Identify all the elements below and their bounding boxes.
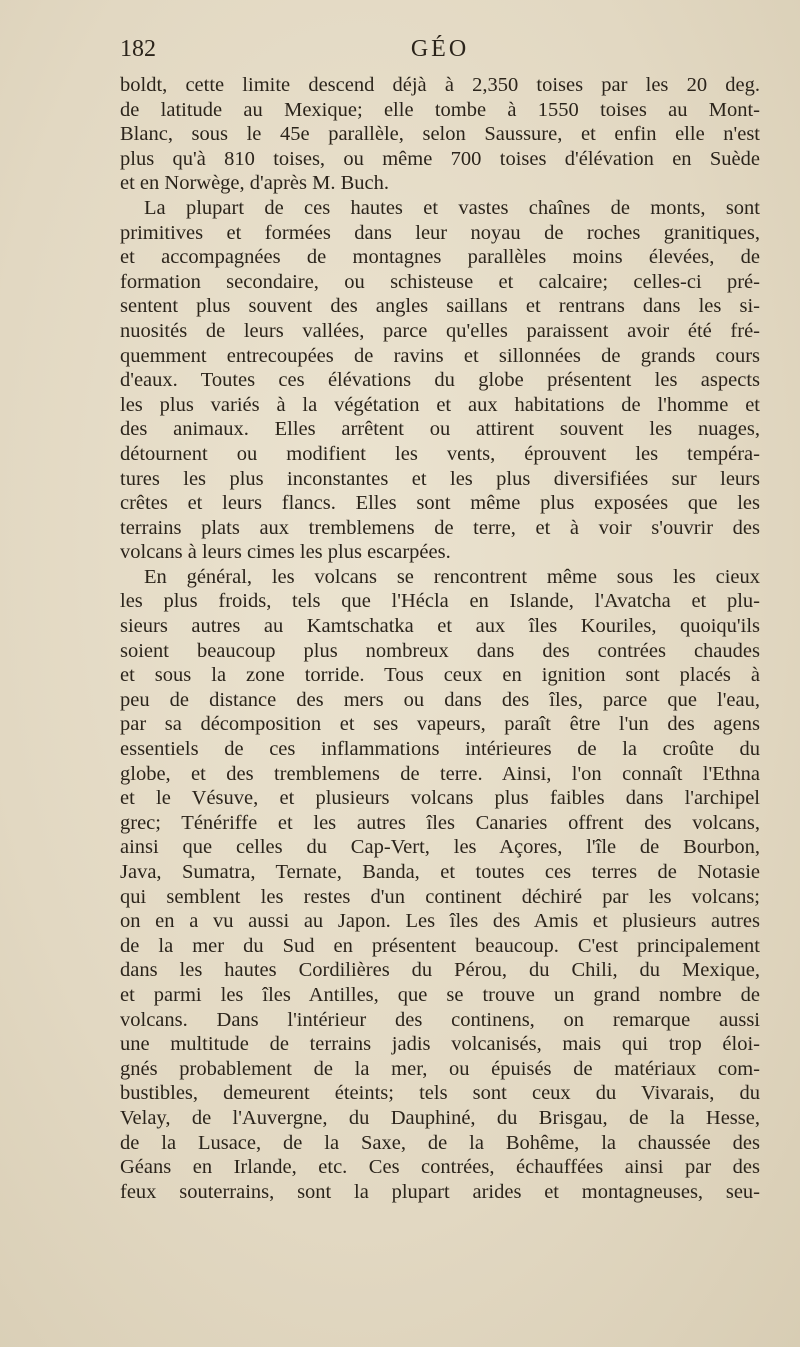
text-line: sentent plus souvent des angles saillans et rentrans dans les si- — [120, 295, 760, 318]
text-line: on en a vu aussi au Japon. Les îles des Amis et plusieurs autres — [120, 910, 760, 933]
text-line: dans les hautes Cordilières du Pérou, du Chili, du Mexique, — [120, 959, 760, 982]
text-line: d'eaux. Toutes ces élévations du globe présentent les aspects — [120, 369, 760, 392]
text-line: primitives et formées dans leur noyau de roches granitiques, — [120, 221, 760, 244]
text-line: une multitude de terrains jadis volcanisés, mais qui trop éloi- — [120, 1033, 760, 1056]
text-line: les plus froids, tels que l'Hécla en Islande, l'Avatcha et plu- — [120, 590, 760, 613]
text-line: et parmi les îles Antilles, que se trouve un grand nombre de — [120, 983, 760, 1006]
text-line: les plus variés à la végétation et aux habitations de l'homme et — [120, 393, 760, 416]
text-line: volcans. Dans l'intérieur des continens, on remarque aussi — [120, 1008, 760, 1031]
text-line: La plupart de ces hautes et vastes chaînes de monts, sont — [144, 196, 760, 219]
text-line: boldt, cette limite descend déjà à 2,350 toises par les 20 deg. — [120, 74, 760, 96]
text-line: crêtes et leurs flancs. Elles sont même plus exposées que les — [120, 492, 760, 515]
text-line: nuosités de leurs vallées, parce qu'elles paraissent avoir été fré- — [120, 319, 760, 342]
text-line: bustibles, demeurent éteints; tels sont ceux du Vivarais, du — [120, 1082, 760, 1105]
text-line: ainsi que celles du Cap-Vert, les Açores, l'île de Bourbon, — [120, 836, 760, 859]
text-line: et accompagnées de montagnes parallèles moins élevées, de — [120, 246, 760, 269]
text-line: de latitude au Mexique; elle tombe à 1550 toises au Mont- — [120, 98, 760, 121]
text-line: de la mer du Sud en présentent beaucoup. C'est principalement — [120, 934, 760, 957]
text-line: sieurs autres au Kamtschatka et aux îles Kouriles, quoiqu'ils — [120, 615, 760, 638]
text-line: par sa décomposition et ses vapeurs, paraît être l'un des agens — [120, 713, 760, 736]
text-line: En général, les volcans se rencontrent même sous les cieux — [144, 565, 760, 588]
text-line: soient beaucoup plus nombreux dans des contrées chaudes — [120, 639, 760, 662]
text-line: quemment entrecoupées de ravins et sillonnées de grands cours — [120, 344, 760, 367]
body-text — [120, 73, 760, 1204]
text-line: et en Norwège, d'après M. Buch. — [120, 172, 389, 195]
text-line: Java, Sumatra, Ternate, Banda, et toutes ces terres de Notasie — [120, 861, 760, 883]
text-line: tures les plus inconstantes et les plus diversifiées sur leurs — [120, 467, 760, 490]
text-line: peu de distance des mers ou dans des îles, parce que l'eau, — [120, 688, 760, 711]
text-line: Blanc, sous le 45e parallèle, selon Saussure, et enfin elle n'est — [120, 123, 760, 146]
text-line: feux souterrains, sont la plupart arides et montagneuses, seu- — [120, 1180, 760, 1203]
page-number: 182 — [120, 36, 156, 62]
text-line: plus qu'à 810 toises, ou même 700 toises d'élévation en Suède — [120, 147, 760, 170]
text-line: globe, et des tremblemens de terre. Ainsi, l'on connaît l'Ethna — [120, 762, 760, 785]
text-line: volcans à leurs cimes les plus escarpées. — [120, 541, 451, 564]
text-line: des animaux. Elles arrêtent ou attirent souvent les nuages, — [120, 418, 760, 441]
text-line: grec; Ténériffe et les autres îles Canaries offrent des volcans, — [120, 811, 760, 834]
text-line: Géans en Irlande, etc. Ces contrées, échauffées ainsi par des — [120, 1156, 760, 1179]
text-line: et le Vésuve, et plusieurs volcans plus faibles dans l'archipel — [120, 787, 760, 810]
text-line: détournent ou modifient les vents, éprouvent les tempéra- — [120, 442, 760, 465]
text-line: essentiels de ces inflammations intérieures de la croûte du — [120, 738, 760, 761]
text-line: de la Lusace, de la Saxe, de la Bohême, la chaussée des — [120, 1131, 760, 1154]
running-head: GÉO — [410, 36, 470, 62]
text-line: qui semblent les restes d'un continent déchiré par les volcans; — [120, 885, 760, 908]
text-line: et sous la zone torride. Tous ceux en ignition sont placés à — [120, 664, 760, 687]
text-line: terrains plats aux tremblemens de terre, et à voir s'ouvrir des — [120, 516, 760, 539]
page-header — [120, 36, 760, 76]
text-line: gnés probablement de la mer, ou épuisés de matériaux com- — [120, 1057, 760, 1080]
text-line: Velay, de l'Auvergne, du Dauphiné, du Brisgau, de la Hesse, — [120, 1106, 760, 1129]
text-line: formation secondaire, ou schisteuse et calcaire; celles-ci pré- — [120, 270, 760, 293]
